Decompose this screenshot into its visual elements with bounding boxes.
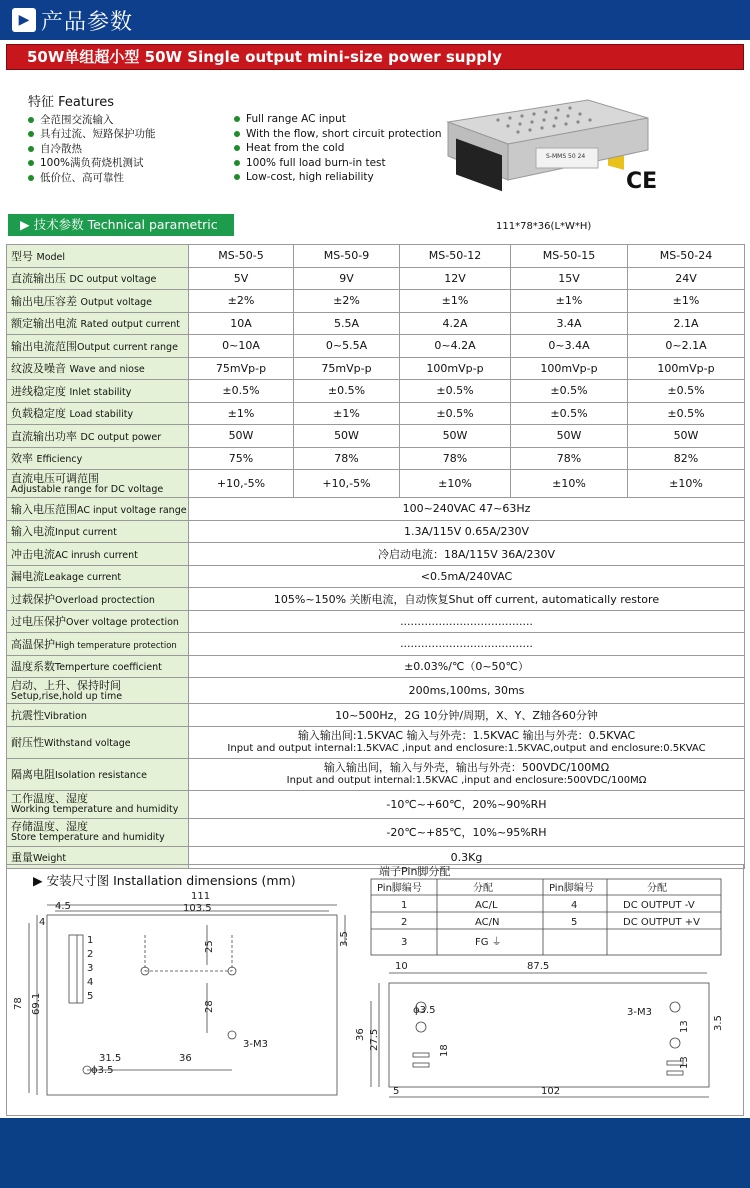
table-cell: ±1% [511, 290, 628, 313]
table-cell: 75% [189, 447, 294, 470]
table-cell: 10A [189, 312, 294, 335]
row-label: 温度系数Temperture coefficient [7, 655, 189, 678]
bullet-icon [234, 174, 240, 180]
tech-param-tab: ▶ 技术参数 Technical parametric [8, 214, 234, 236]
table-row [7, 565, 745, 588]
row-label: 过电压保护Over voltage protection [7, 610, 189, 633]
table-row [7, 498, 745, 521]
row-label: 额定输出电流 Rated output current [7, 312, 189, 335]
table-cell: 200ms,100ms, 30ms [189, 678, 745, 704]
dim-text: 102 [541, 1086, 561, 1097]
row-label: 抗震性Vibration [7, 704, 189, 727]
chevron-right-icon: ▶ [12, 8, 36, 32]
table-cell: 78% [400, 447, 511, 470]
installation-section [6, 864, 744, 1116]
table-cell: ±0.5% [628, 380, 745, 403]
table-cell: 输入输出间，输入与外壳，输出与外壳：500VDC/100MΩ Input and output internal:1.5KVAC ,input and enclosure:500VDC/100MΩ [189, 758, 745, 790]
dim-text: 5 [393, 1086, 400, 1097]
terminal-num: 3 [87, 963, 94, 974]
model-cell: MS-50-12 [400, 245, 511, 268]
pin-cell: AC/N [475, 917, 500, 928]
table-cell: 4.2A [400, 312, 511, 335]
table-cell: 75mVp-p [294, 357, 400, 380]
feature-en-item: 100% full load burn-in test [234, 156, 442, 171]
dim-text: 31.5 [99, 1053, 122, 1064]
table-cell: 100~240VAC 47~63Hz [189, 498, 745, 521]
table-cell: 0.3Kg [189, 846, 745, 869]
dim-text: 18 [439, 1044, 450, 1057]
pin-cell: 2 [401, 917, 408, 928]
product-image [438, 92, 668, 196]
dim-text: 3-M3 [627, 1007, 652, 1018]
feature-cn-item: 100%满负荷烧机测试 [28, 156, 156, 171]
table-row [7, 290, 745, 313]
row-label: 工作温度、湿度 Working temperature and humidity [7, 790, 189, 818]
row-label: 输入电压范围AC input voltage range [7, 498, 189, 521]
table-cell: ±0.5% [511, 380, 628, 403]
pin-header: Pin脚编号 [549, 883, 594, 894]
table-cell: ±2% [294, 290, 400, 313]
table-cell: 0~10A [189, 335, 294, 358]
table-cell: 75mVp-p [189, 357, 294, 380]
table-cell: 50W [189, 425, 294, 448]
table-cell: +10,-5% [189, 470, 294, 498]
feature-cn-item: 低价位、高可靠性 [28, 171, 156, 186]
dim-text: 13 [679, 1056, 690, 1069]
table-cell: ±0.5% [400, 402, 511, 425]
table-cell: 5.5A [294, 312, 400, 335]
dim-text: 111 [191, 891, 211, 902]
table-cell: ±0.5% [628, 402, 745, 425]
table-cell: ±1% [628, 290, 745, 313]
feature-en-item: Heat from the cold [234, 141, 442, 156]
table-row [7, 655, 745, 678]
row-label: 直流电压可调范围 Adjustable range for DC voltage [7, 470, 189, 498]
feature-en-item: Full range AC input [234, 112, 442, 127]
table-cell: -10℃~+60℃，20%~90%RH [189, 790, 745, 818]
row-label: 隔离电阻Isolation resistance [7, 758, 189, 790]
bullet-icon [234, 145, 240, 151]
product-banner: 50W单组超小型 50W Single output mini-size power supply [6, 44, 744, 70]
pin-header: 分配 [473, 883, 493, 894]
row-label: 效率 Efficiency [7, 447, 189, 470]
dim-text: 78 [13, 997, 24, 1010]
feature-cn-item: 具有过流、短路保护功能 [28, 127, 156, 142]
feature-cn-item: 全范围交流输入 [28, 113, 156, 128]
row-label: 高温保护High temperature protection [7, 633, 189, 656]
table-cell: +10,-5% [294, 470, 400, 498]
table-cell: ±1% [189, 402, 294, 425]
table-row [7, 678, 745, 704]
model-cell: MS-50-9 [294, 245, 400, 268]
bullet-icon [28, 160, 34, 166]
table-cell: ±0.5% [511, 402, 628, 425]
table-cell: ±1% [294, 402, 400, 425]
pin-header: 分配 [647, 883, 667, 894]
row-label: 输入电流Input current [7, 520, 189, 543]
table-cell: <0.5mA/240VAC [189, 565, 745, 588]
spec-table [6, 244, 745, 869]
table-cell: ...................................... [189, 610, 745, 633]
table-cell: 78% [294, 447, 400, 470]
dim-text: 3-M3 [243, 1039, 268, 1050]
table-cell: 105%~150% 关断电流，自动恢复Shut off current, automatically restore [189, 588, 745, 611]
terminal-num: 2 [87, 949, 94, 960]
page-footer [0, 1118, 750, 1188]
table-cell: ±2% [189, 290, 294, 313]
row-label: 负载稳定度 Load stability [7, 402, 189, 425]
table-cell: 15V [511, 267, 628, 290]
pin-cell: 5 [571, 917, 578, 928]
dim-text: 13 [679, 1020, 690, 1033]
pin-cell: DC OUTPUT -V [623, 900, 695, 911]
row-label: 输出电压容差 Output voltage [7, 290, 189, 313]
feature-en-item: With the flow, short circuit protection [234, 127, 442, 142]
row-label: 输出电流范围Output current range [7, 335, 189, 358]
table-row [7, 543, 745, 566]
dim-text: 36 [179, 1053, 192, 1064]
front-view-drawing [7, 865, 745, 1117]
pin-cell: 3 [401, 937, 408, 948]
pin-cell: DC OUTPUT +V [623, 917, 701, 928]
table-cell: 50W [294, 425, 400, 448]
installation-title: ▶ 安装尺寸图 Installation dimensions (mm) [33, 873, 296, 888]
pin-header: Pin脚编号 [377, 883, 422, 894]
pin-cell: 1 [401, 900, 408, 911]
table-cell: 冷启动电流：18A/115V 36A/230V [189, 543, 745, 566]
table-row [7, 402, 745, 425]
bullet-icon [234, 116, 240, 122]
table-cell: ±0.5% [400, 380, 511, 403]
table-row [7, 704, 745, 727]
row-label: 过载保护Overload proctection [7, 588, 189, 611]
table-row [7, 790, 745, 818]
dimensions-label: 111*78*36(L*W*H) [496, 221, 592, 232]
features-title: 特征 Features [28, 95, 115, 110]
ce-mark-icon: CE [626, 169, 658, 194]
terminal-num: 1 [87, 935, 94, 946]
table-cell: 型号 Model [7, 245, 189, 268]
dim-text: ϕ3.5 [91, 1065, 114, 1076]
row-label: 耐压性Withstand voltage [7, 726, 189, 758]
table-row [7, 520, 745, 543]
terminal-num: 5 [87, 991, 94, 1002]
pin-cell: 4 [571, 900, 578, 911]
dim-text: 27.5 [369, 1028, 380, 1051]
table-row [7, 633, 745, 656]
table-cell: -20℃~+85℃，10%~95%RH [189, 818, 745, 846]
table-cell: ±1% [400, 290, 511, 313]
table-cell: 0~5.5A [294, 335, 400, 358]
table-cell: 0~4.2A [400, 335, 511, 358]
table-cell: ±10% [400, 470, 511, 498]
dim-text: 87.5 [527, 961, 550, 972]
table-cell: 100mVp-p [628, 357, 745, 380]
terminal-num: 4 [87, 977, 94, 988]
feature-cn-item: 自冷散热 [28, 142, 156, 157]
table-row [7, 726, 745, 758]
table-cell: 1.3A/115V 0.65A/230V [189, 520, 745, 543]
model-cell: MS-50-5 [189, 245, 294, 268]
table-cell: 24V [628, 267, 745, 290]
table-header-row [7, 245, 745, 268]
dim-text: 28 [204, 1000, 215, 1013]
table-cell: 5V [189, 267, 294, 290]
product-label: S-MMS 50 24 [546, 153, 586, 160]
table-cell: ...................................... [189, 633, 745, 656]
pin-cell: FG ⏚ [475, 937, 502, 948]
table-cell: 10~500Hz，2G 10分钟/周期，X、Y、Z轴各60分钟 [189, 704, 745, 727]
table-row [7, 312, 745, 335]
row-label: 直流输出功率 DC output power [7, 425, 189, 448]
table-row [7, 425, 745, 448]
dim-text: 69.1 [31, 992, 42, 1015]
table-row [7, 470, 745, 498]
table-cell: 3.4A [511, 312, 628, 335]
table-cell: 100mVp-p [511, 357, 628, 380]
dim-text: 3.5 [713, 1015, 724, 1031]
table-row [7, 588, 745, 611]
table-row [7, 335, 745, 358]
table-cell: 50W [628, 425, 745, 448]
table-cell: ±10% [511, 470, 628, 498]
table-cell: 0~2.1A [628, 335, 745, 358]
table-row [7, 818, 745, 846]
row-label: 直流输出压 DC output voltage [7, 267, 189, 290]
dim-text: 103.5 [183, 903, 212, 914]
table-cell: 82% [628, 447, 745, 470]
table-cell: 50W [511, 425, 628, 448]
dim-text: ϕ3.5 [413, 1005, 436, 1016]
features-cn [28, 96, 156, 185]
row-label: 启动、上升、保持时间 Setup,rise,hold up time [7, 678, 189, 704]
row-label: 冲击电流AC inrush current [7, 543, 189, 566]
table-row [7, 758, 745, 790]
table-cell: 50W [400, 425, 511, 448]
table-cell: 78% [511, 447, 628, 470]
dim-text: 10 [395, 961, 408, 972]
row-label: 漏电流Leakage current [7, 565, 189, 588]
model-cell: MS-50-15 [511, 245, 628, 268]
table-row [7, 380, 745, 403]
table-cell: 2.1A [628, 312, 745, 335]
features-en [234, 112, 442, 185]
table-row [7, 357, 745, 380]
bullet-icon [28, 131, 34, 137]
pin-cell: AC/L [475, 900, 498, 911]
dim-text: 3.5 [339, 931, 350, 947]
dim-text: 36 [355, 1028, 366, 1041]
bullet-icon [234, 131, 240, 137]
model-cell: MS-50-24 [628, 245, 745, 268]
table-cell: ±0.03%/℃（0~50℃） [189, 655, 745, 678]
table-cell: 9V [294, 267, 400, 290]
page-title: 产品参数 [41, 9, 134, 35]
table-cell: 100mVp-p [400, 357, 511, 380]
table-cell: ±0.5% [189, 380, 294, 403]
bullet-icon [234, 160, 240, 166]
table-cell: 输入输出间:1.5KVAC 输入与外壳：1.5KVAC 输出与外壳：0.5KVAC Input and output internal:1.5KVAC ,input and enclosure:1.5KVAC,output and enclosure:0.5KVAC [189, 726, 745, 758]
row-label: 进线稳定度 Inlet stability [7, 380, 189, 403]
dim-text: 25 [204, 940, 215, 953]
table-row [7, 447, 745, 470]
table-row [7, 267, 745, 290]
row-label: 存储温度、湿度 Store temperature and humidity [7, 818, 189, 846]
table-cell: 12V [400, 267, 511, 290]
dim-text: 4 [39, 917, 46, 928]
table-cell: ±0.5% [294, 380, 400, 403]
feature-en-item: Low-cost, high reliability [234, 170, 442, 185]
bullet-icon [28, 146, 34, 152]
dim-text: 4.5 [55, 901, 71, 912]
table-cell: 0~3.4A [511, 335, 628, 358]
table-row [7, 610, 745, 633]
pin-table-title: 端子Pin脚分配 [379, 865, 451, 878]
table-cell: ±10% [628, 470, 745, 498]
bullet-icon [28, 175, 34, 181]
bullet-icon [28, 117, 34, 123]
row-label: 重量Weight [7, 846, 189, 869]
row-label: 纹波及噪音 Wave and niose [7, 357, 189, 380]
page-header [0, 0, 750, 40]
